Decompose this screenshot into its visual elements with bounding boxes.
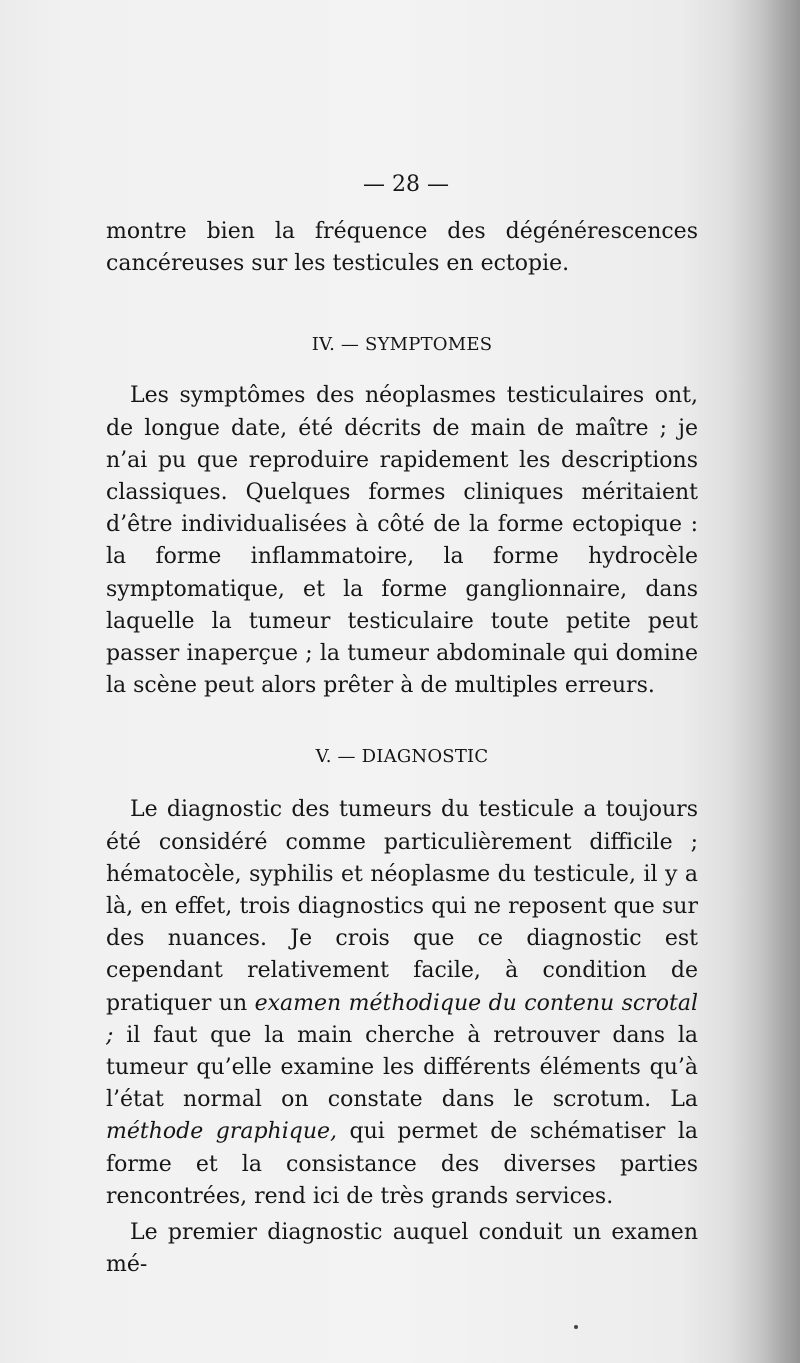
diagnostic-emphasis-methode: méthode graphique, xyxy=(106,1119,338,1145)
diagnostic-text-part1: Le diagnostic des tumeurs du testicule a toujours été considéré comme particulièrement difficile ; hématocèle, syphilis et néoplasme du testicule, il y a là, en effet, trois diagnostics qui ne reposent que sur des nuances. Je crois que ce diagnostic est cependant relativement facile, à condition de pratiquer un xyxy=(106,797,698,1016)
section-heading-symptomes: IV. — SYMPTOMES xyxy=(311,334,493,356)
intro-paragraph: montre bien la fréquence des dégénérescences cancéreuses sur les testicules en ectopie. xyxy=(106,219,698,277)
diagnostic-paragraph xyxy=(106,794,698,1213)
diagnostic-paragraph-continued: Le premier diagnostic auquel conduit un examen mé- xyxy=(106,1220,698,1278)
diagnostic-emphasis-examen: examen méthodique du contenu scrotal ; xyxy=(106,990,698,1048)
ink-speck xyxy=(574,1325,578,1329)
diagnostic-text-part3: qui permet de schématiser la forme et la consistance des diverses parties rencontrées, rend ici de très grands services. xyxy=(106,1119,698,1209)
symptomes-paragraph: Les symptômes des néoplasmes testiculaires ont, de longue date, été décrits de main de maître ; je n’ai pu que reproduire rapidement les descriptions classiques. Quelques formes cliniques méritaient d’être individualisées à côté de la forme ectopique : la forme inflammatoire, la forme hydrocèle symptomatique, et la forme ganglionnaire, dans laquelle la tumeur testiculaire toute petite peut passer inaperçue ; la tumeur abdominale qui domine la scène peut alors prêter à de multiples erreurs. xyxy=(106,383,698,699)
text-block xyxy=(106,170,698,1281)
page-number: — 28 — xyxy=(363,172,449,197)
diagnostic-text-part2: il faut que la main cherche à retrouver dans la tumeur qu’elle examine les différents éléments qu’à l’état normal on constate dans le scrotum. La xyxy=(106,1022,698,1113)
section-heading-diagnostic: V. — DIAGNOSTIC xyxy=(315,746,489,768)
page-edge-shadow xyxy=(730,0,800,1363)
